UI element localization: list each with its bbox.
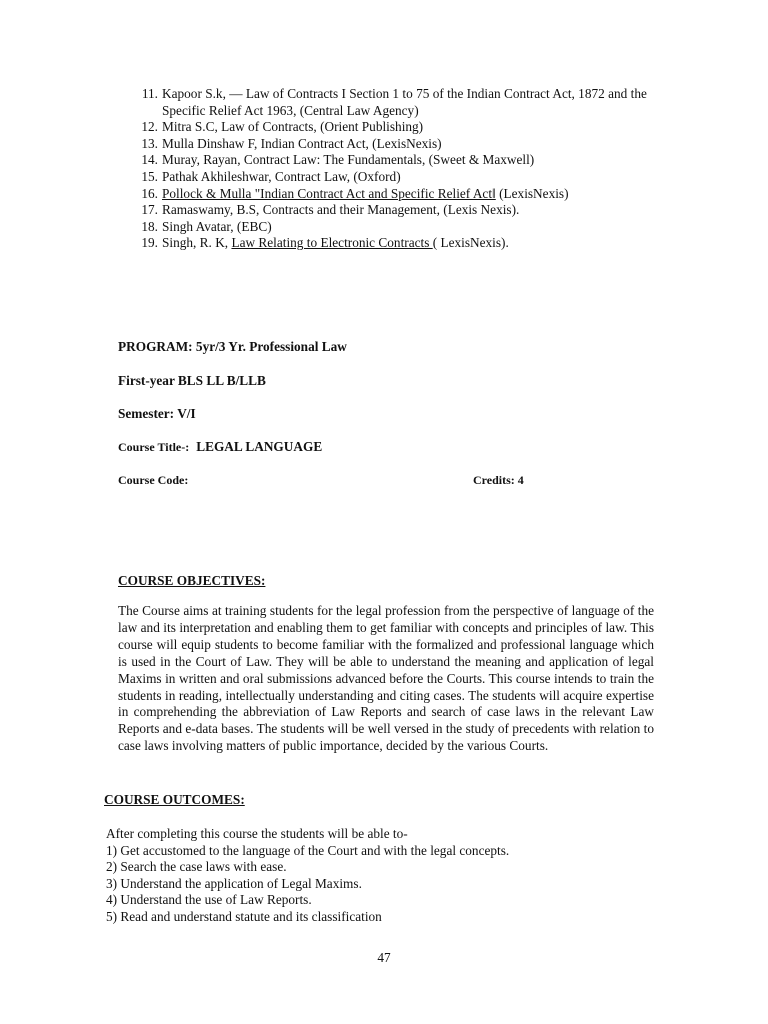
reference-text-main: Mitra S.C, Law of Contracts, (Orient Publishing) <box>162 119 424 135</box>
reference-item <box>130 136 670 153</box>
reference-number: 12. <box>141 119 158 135</box>
outcome-item: 2) Search the case laws with ease. <box>106 859 287 875</box>
reference-item <box>130 235 670 252</box>
outcome-item: 4) Understand the use of Law Reports. <box>106 892 312 908</box>
reference-text <box>162 152 670 169</box>
reference-text <box>162 86 670 119</box>
course-code-label: Course Code: <box>118 473 189 487</box>
outcome-item: 3) Understand the application of Legal Maxims. <box>106 875 362 891</box>
outcome-item: 5) Read and understand statute and its classification <box>106 908 382 924</box>
reference-list <box>130 86 670 252</box>
reference-item <box>130 119 670 136</box>
outcomes-intro: After completing this course the students will be able to- <box>106 826 408 841</box>
reference-text-main: Ramaswamy, B.S, Contracts and their Management, (Lexis Nexis). <box>162 202 520 218</box>
reference-text-main: Muray, Rayan, Contract Law: The Fundamentals, (Sweet & Maxwell) <box>162 152 535 168</box>
outcomes-list <box>106 826 666 926</box>
reference-text-main: Kapoor S.k, — Law of Contracts I Section 1 to 75 of the Indian Contract Act, 1872 and the Specific Relief Act 1963, (Central Law Agency) <box>162 86 647 118</box>
reference-text <box>162 186 670 203</box>
reference-text <box>162 169 670 186</box>
reference-item <box>130 186 670 203</box>
course-title-label: Course Title-: <box>118 440 190 454</box>
reference-text-main: Pathak Akhileshwar, Contract Law, (Oxford) <box>162 168 401 184</box>
semester-line: Semester: V/I <box>118 406 196 421</box>
reference-text-tail: (LexisNexis) <box>495 185 569 201</box>
reference-item <box>130 169 670 186</box>
reference-number: 15. <box>141 168 158 184</box>
reference-text <box>162 219 670 236</box>
page-number: 47 <box>377 950 391 965</box>
reference-text <box>162 202 670 219</box>
reference-number: 13. <box>141 135 158 151</box>
reference-text-tail: ( LexisNexis). <box>432 235 509 251</box>
reference-underlined-title: Law Relating to Electronic Contracts <box>231 235 433 251</box>
course-title-line <box>118 438 322 456</box>
reference-text-main: Singh Avatar, (EBC) <box>162 218 272 234</box>
credits-label: Credits: 4 <box>473 473 524 487</box>
reference-text <box>162 136 670 153</box>
reference-number: 19. <box>141 235 158 251</box>
reference-item <box>130 86 670 119</box>
reference-number: 16. <box>141 185 158 201</box>
reference-text <box>162 119 670 136</box>
reference-underlined-title: Pollock & Mulla "Indian Contract Act and Specific Relief Actǁ <box>162 185 496 201</box>
course-title-value: LEGAL LANGUAGE <box>196 439 323 454</box>
reference-number: 18. <box>141 218 158 234</box>
reference-number: 11. <box>141 86 158 101</box>
objectives-heading: COURSE OBJECTIVES: <box>118 573 266 588</box>
reference-text <box>162 235 670 252</box>
outcome-item: 1) Get accustomed to the language of the Court and with the legal concepts. <box>106 842 510 858</box>
outcomes-heading: COURSE OUTCOMES: <box>104 792 245 807</box>
reference-text-main: Singh, R. K, <box>162 235 232 251</box>
reference-number: 14. <box>141 152 158 168</box>
reference-item <box>130 202 670 219</box>
reference-number: 17. <box>141 202 158 218</box>
year-line: First-year BLS LL B/LLB <box>118 373 266 388</box>
reference-item <box>130 219 670 236</box>
reference-text-main: Mulla Dinshaw F, Indian Contract Act, (LexisNexis) <box>162 135 442 151</box>
objectives-paragraph: The Course aims at training students for the legal profession from the perspective of language of the law and its interpretation and enabling them to get familiar with concepts and principles of law. This course will equip students to become familiar with the formalized and professional language which is used in the Court of Law. They will be able to understand the meaning and application of legal Maxims in written and oral submissions advanced before the Courts. This course intends to train the students in reading, intellectually understanding and citing cases. The students will acquire expertise in comprehending the abbreviation of Law Reports and search of case laws in the relevant Law Reports and e-data bases. The students will be well versed in the study of precedents with relation to case laws involving matters of public importance, decided by the various Courts. <box>118 603 654 754</box>
reference-item <box>130 152 670 169</box>
program-line: PROGRAM: 5yr/3 Yr. Professional Law <box>118 339 347 354</box>
